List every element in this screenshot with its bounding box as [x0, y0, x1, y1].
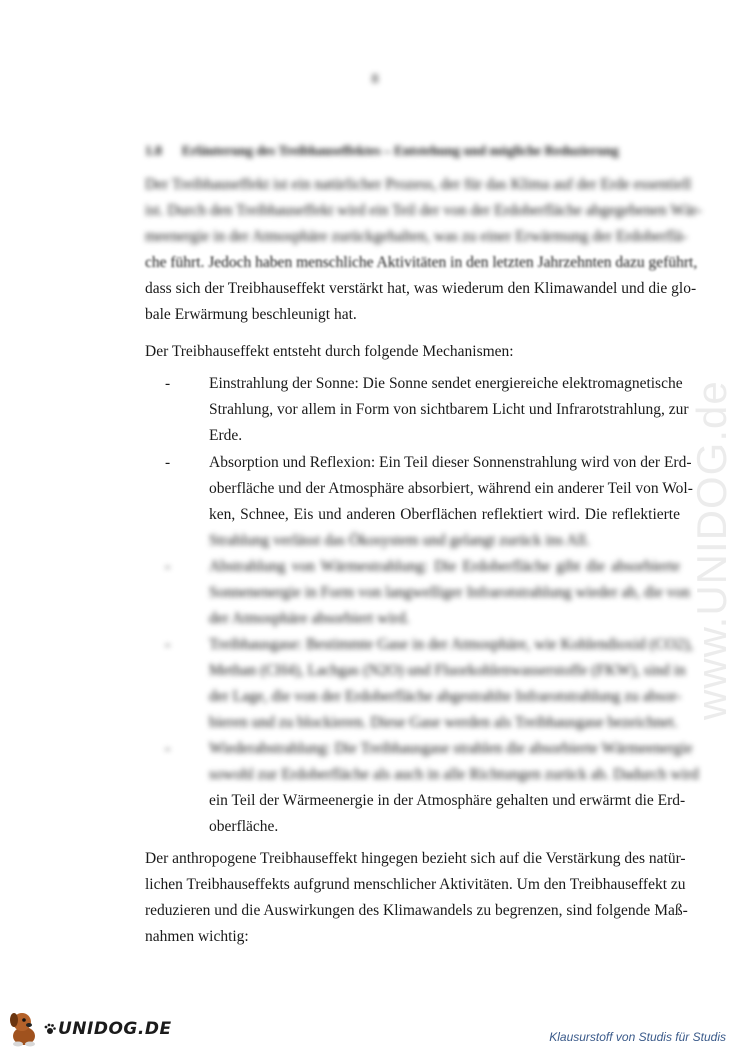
bullet-dash: - — [165, 558, 171, 575]
closing-line: nahmen wichtig: — [145, 928, 249, 945]
bullet-item — [145, 371, 689, 449]
intro-line: bale Erwärmung beschleunigt hat. — [145, 306, 357, 323]
bullet-line: Strahlung verlässt das Ökosystem und gelangt zurück ins All. — [209, 532, 590, 549]
closing-line: reduzieren und die Auswirkungen des Klimawandels zu begrenzen, sind folgende Maß- — [145, 902, 688, 919]
intro-paragraph — [145, 172, 702, 328]
bullet-item — [145, 554, 690, 632]
bullet-line: Treibhausgase: Bestimmte Gase in der Atmosphäre, wie Kohlendioxid (CO2), — [209, 636, 694, 653]
intro-line: Der Treibhauseffekt ist ein natürlicher Prozess, der für das Klima auf der Erde essentiell — [145, 176, 692, 193]
bullet-line: oberfläche. — [209, 818, 279, 835]
mechanisms-intro: Der Treibhauseffekt entsteht durch folgende Mechanismen: — [145, 343, 514, 360]
bullet-line: Absorption und Reflexion: Ein Teil dieser Sonnenstrahlung wird von der Erd- — [209, 454, 692, 471]
intro-line: ist. Durch den Treibhauseffekt wird ein Teil der von der Erdoberfläche abgegebenen Wär- — [145, 202, 702, 219]
closing-line: lichen Treibhauseffekts aufgrund menschlicher Aktivitäten. Um den Treibhauseffekt zu — [145, 876, 686, 893]
unidog-logo[interactable] — [8, 1010, 172, 1048]
page-number: 8 — [371, 72, 379, 87]
bullet-line: Erde. — [209, 427, 243, 444]
bullet-dash: - — [165, 740, 171, 757]
bullet-dash: - — [165, 636, 171, 653]
section-number: 1.8 — [145, 143, 162, 158]
intro-line: dass sich der Treibhauseffekt verstärkt hat, was wiederum den Klimawandel und die glo- — [145, 280, 697, 297]
bullet-line: bieren und zu blockieren. Diese Gase werden als Treibhausgase bezeichnet. — [209, 714, 678, 731]
watermark: www.UNIDOG.de — [688, 380, 735, 720]
bullet-line: ein Teil der Wärmeenergie in der Atmosphäre gehalten und erwärmt die Erd- — [209, 792, 686, 809]
bullet-line: Strahlung, vor allem in Form von sichtbarem Licht und Infrarotstrahlung, zur — [209, 401, 689, 418]
section-title: Erläuterung des Treibhauseffektes – Entstehung und mögliche Reduzierung — [181, 143, 619, 158]
bullet-item — [145, 736, 699, 840]
intro-line: che führt. Jedoch haben menschliche Aktivitäten in den letzten Jahrzehnten dazu geführt, — [145, 254, 698, 271]
logo-text: UNIDOG.DE — [58, 1019, 172, 1039]
bullet-dash: - — [165, 375, 171, 392]
bullet-line: der Lage, die von der Erdoberfläche abgestrahlte Infrarotstrahlung zu absor- — [209, 688, 682, 705]
section-heading — [145, 143, 685, 159]
bullet-line: der Atmosphäre absorbiert wird. — [209, 610, 410, 627]
dog-mascot-icon — [8, 1010, 42, 1048]
bullet-line: Wiederabstrahlung: Die Treibhausgase strahlen die absorbierte Wärmeenergie — [209, 740, 693, 757]
bullet-line: sowohl zur Erdoberfläche als auch in alle Richtungen zurück ab. Dadurch wird — [209, 766, 699, 783]
bullet-line: ken, Schnee, Eis und anderen Oberflächen reflektiert wird. Die reflektierte — [209, 506, 680, 523]
footer-tagline: Klausurstoff von Studis für Studis — [549, 1030, 726, 1044]
closing-paragraph — [145, 846, 688, 950]
bullet-item — [145, 450, 693, 554]
bullet-item — [145, 632, 694, 736]
bullet-dash: - — [165, 454, 171, 471]
bullet-line: oberfläche und der Atmosphäre absorbiert, während ein anderer Teil von Wol- — [209, 480, 693, 497]
paw-icon — [44, 1023, 56, 1035]
intro-line: meenergie in der Atmosphäre zurückgehalten, was zu einer Erwärmung der Erdoberflä- — [145, 228, 688, 245]
bullet-line: Abstrahlung von Wärmestrahlung: Die Erdoberfläche gibt die absorbierte — [209, 558, 680, 575]
bullet-line: Einstrahlung der Sonne: Die Sonne sendet energiereiche elektromagnetische — [209, 375, 683, 392]
bullet-line: Methan (CH4), Lachgas (N2O) und Fluorkohlenwasserstoffe (FKW), sind in — [209, 662, 686, 679]
closing-line: Der anthropogene Treibhauseffekt hingegen bezieht sich auf die Verstärkung des natür- — [145, 850, 686, 867]
bullet-line: Sonnenenergie in Form von langwelliger Infrarotstrahlung wieder ab, die von — [209, 584, 690, 601]
